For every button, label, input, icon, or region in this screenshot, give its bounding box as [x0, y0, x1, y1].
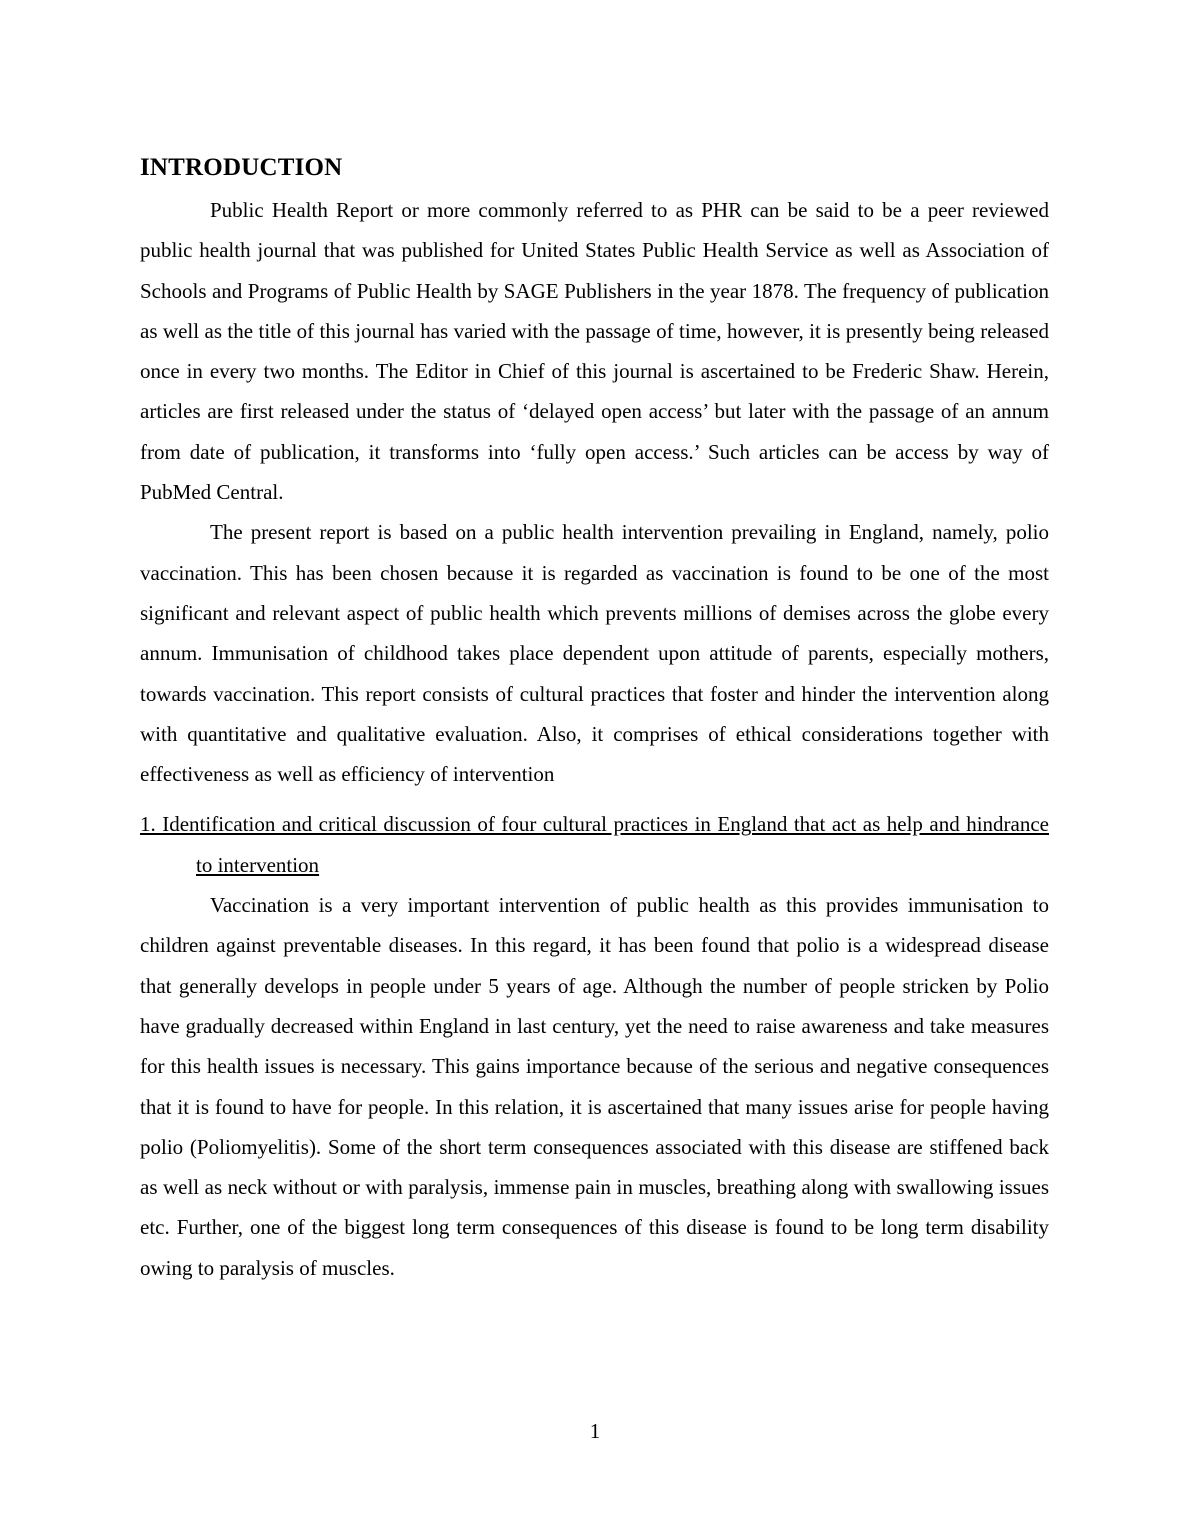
intro-paragraph-2: The present report is based on a public health intervention prevailing in England, namely, polio vaccination. This has been chosen because it is regarded as vaccination is found to be one of the most significant and relevant aspect of public health which prevents millions of demises across the globe every annum. Immunisation of childhood takes place dependent upon attitude of parents, especially mothers, towards vaccination. This report consists of cultural practices that foster and hinder the intervention along with quantitative and qualitative evaluation. Also, it comprises of ethical considerations together with effectiveness as well as efficiency of intervention [140, 520, 1049, 787]
introduction-heading: INTRODUCTION [140, 154, 343, 181]
document-page [140, 148, 1049, 1288]
page-number: 1 [589, 1419, 601, 1443]
section-1-paragraph: Vaccination is a very important intervention of public health as this provides immunisation to children against preventable diseases. In this regard, it has been found that polio is a widespread disease that generally develops in people under 5 years of age. Although the number of people stricken by Polio have gradually decreased within England in last century, yet the need to raise awareness and take measures for this health issues is necessary. This gains importance because of the serious and negative consequences that it is found to have for people. In this relation, it is ascertained that many issues arise for people having polio (Poliomyelitis). Some of the short term consequences associated with this disease are stiffened back as well as neck without or with paralysis, immense pain in muscles, breathing along with swallowing issues etc. Further, one of the biggest long term consequences of this disease is found to be long term disability owing to paralysis of muscles. [140, 893, 1049, 1280]
section-1-heading: 1. Identification and critical discussion of four cultural practices in England that act as help and hindrance to intervention [140, 812, 1049, 877]
intro-paragraph-1: Public Health Report or more commonly referred to as PHR can be said to be a peer reviewed public health journal that was published for United States Public Health Service as well as Association of Schools and Programs of Public Health by SAGE Publishers in the year 1878. The frequency of publication as well as the title of this journal has varied with the passage of time, however, it is presently being released once in every two months. The Editor in Chief of this journal is ascertained to be Frederic Shaw. Herein, articles are first released under the status of ‘delayed open access’ but later with the passage of an annum from date of publication, it transforms into ‘fully open access.’ Such articles can be access by way of PubMed Central. [140, 198, 1049, 505]
